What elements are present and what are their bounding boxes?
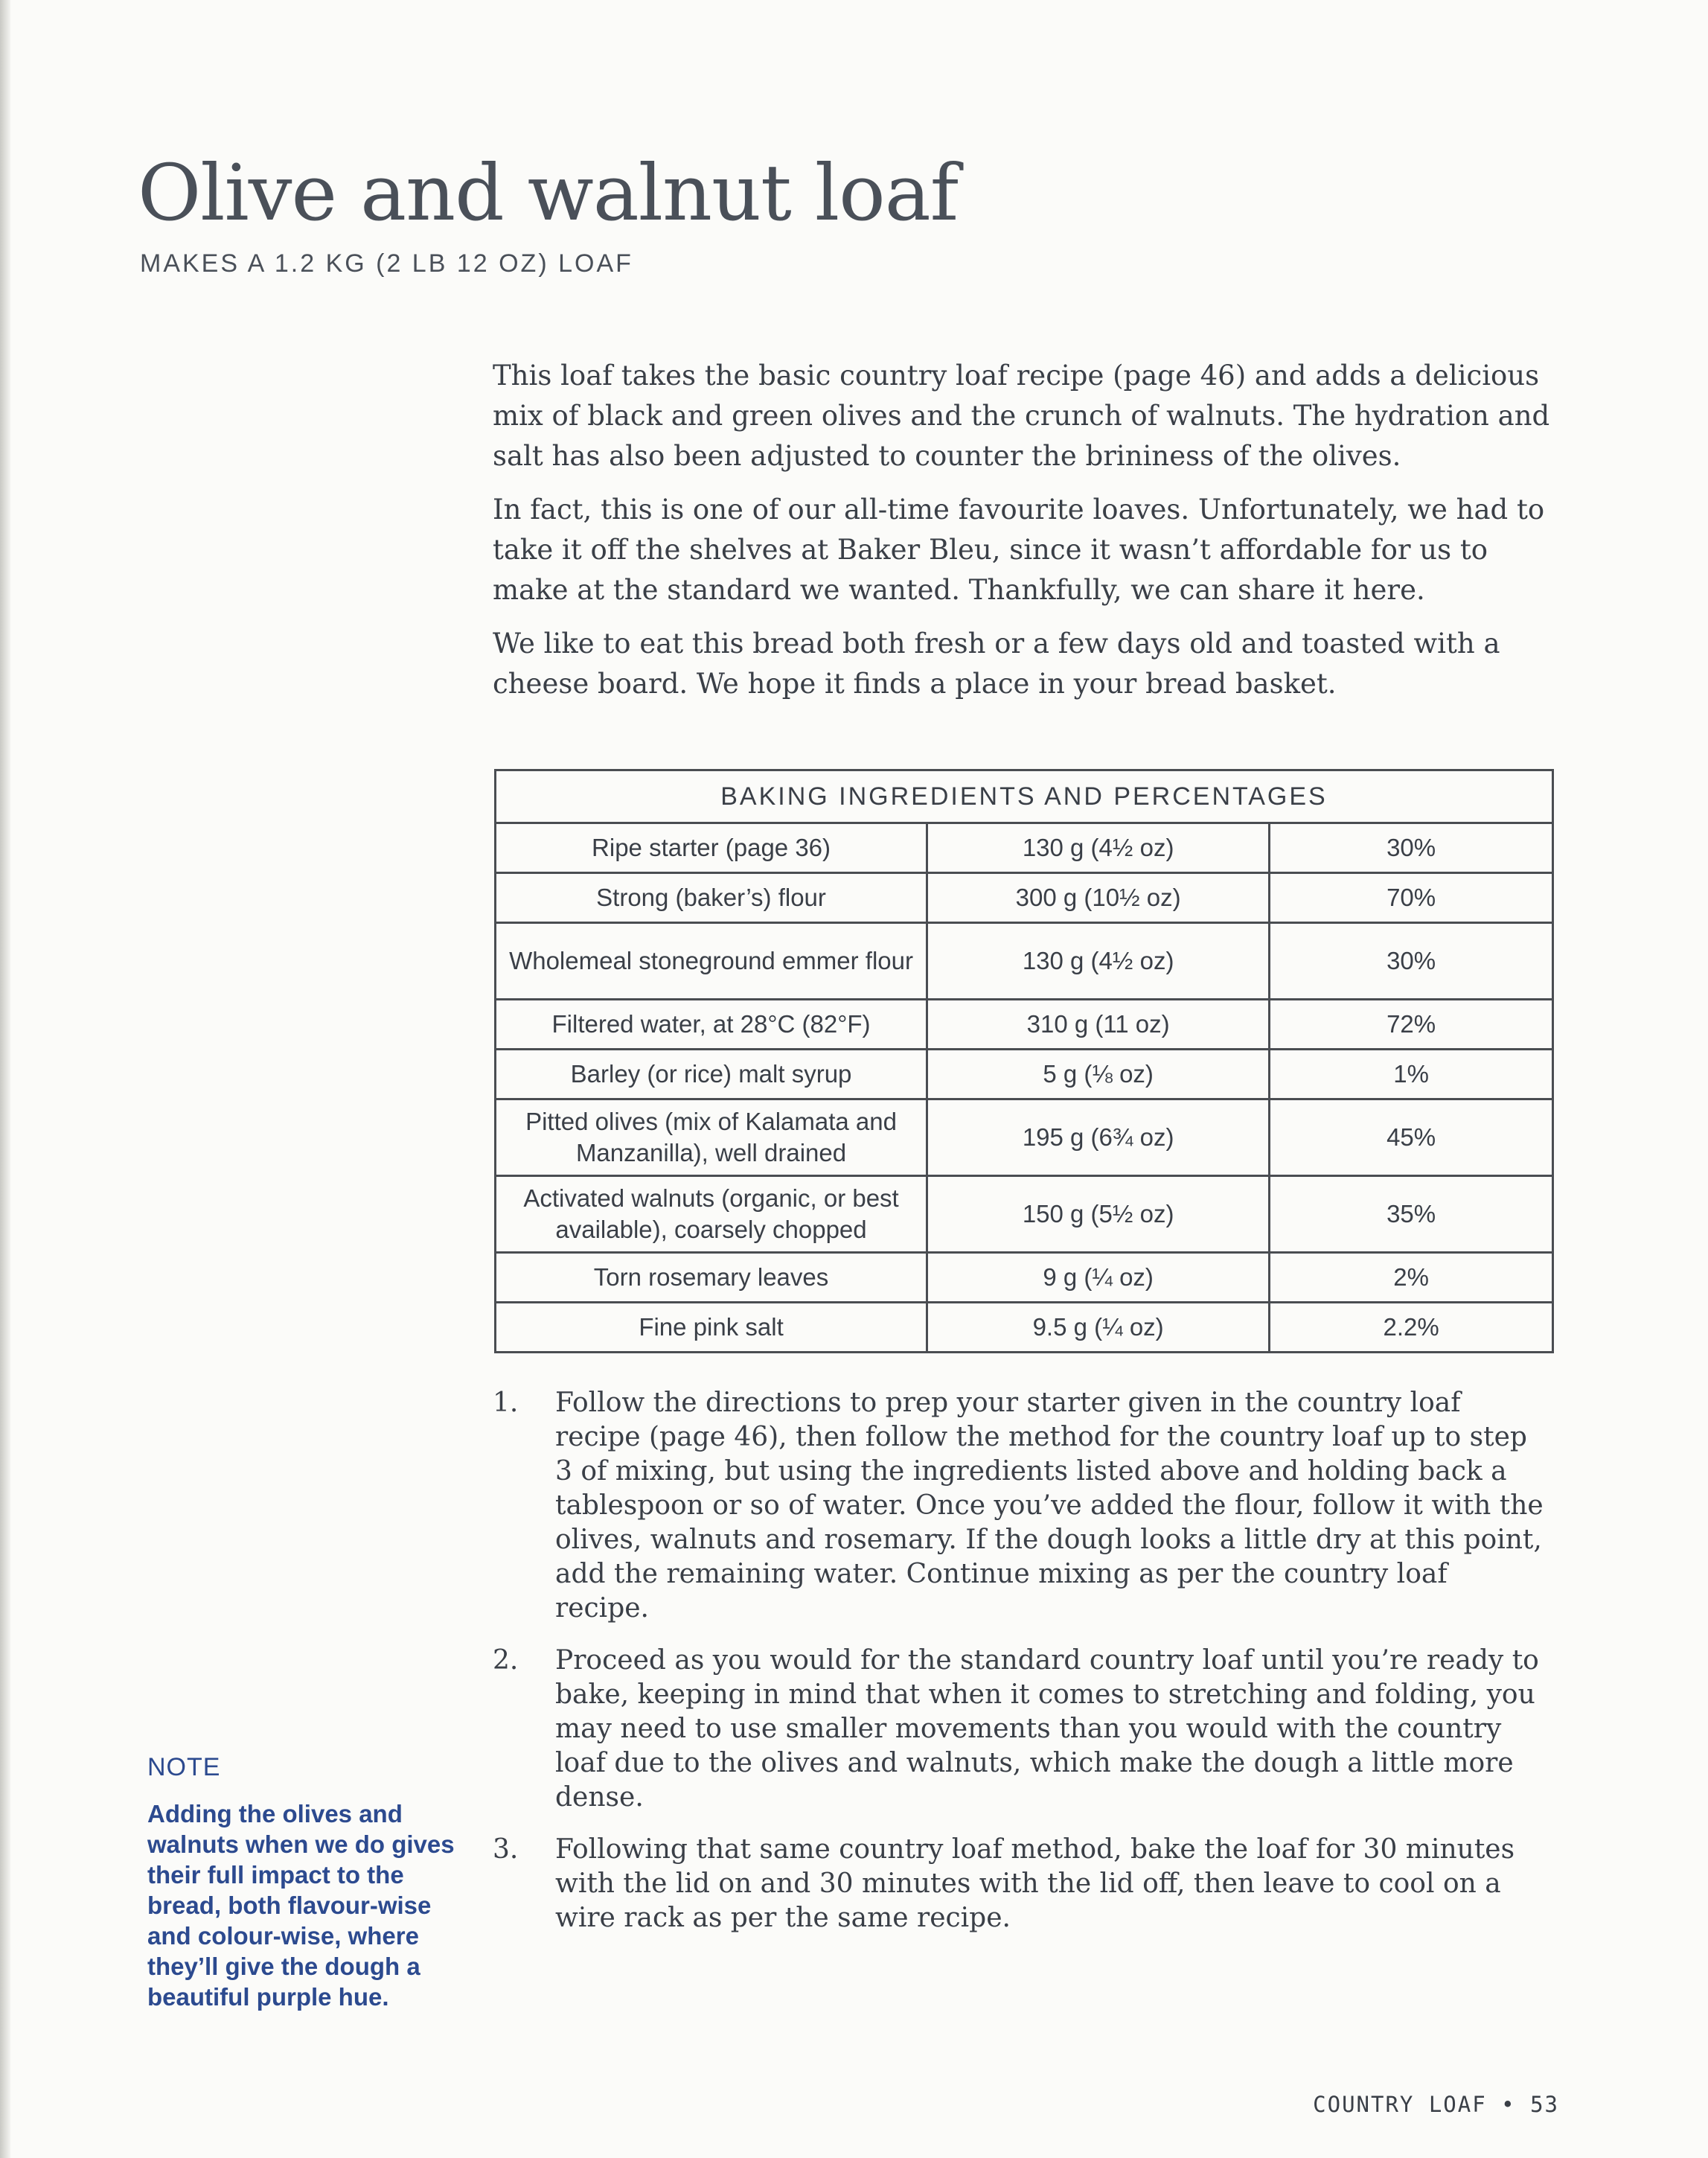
ingredient-percent: 70% [1270,873,1553,923]
ingredient-name: Wholemeal stoneground emmer flour [496,923,927,1000]
ingredient-weight: 300 g (10½ oz) [927,873,1270,923]
method-step [493,1833,1549,1935]
ingredient-weight: 9 g (¼ oz) [927,1253,1270,1303]
step-text: Proceed as you would for the standard country loaf until you’re ready to bake, keeping in mind that when it comes to stretching and folding, you may need to use smaller movements than you would with the country loaf due to the olives and walnuts, which make the dough a little more dense. [555,1645,1539,1813]
page-footer [1313,2092,1559,2117]
note-heading: NOTE [147,1753,221,1781]
table-row [496,1099,1553,1176]
ingredient-name: Strong (baker’s) flour [496,873,927,923]
intro-paragraph: This loaf takes the basic country loaf recipe (page 46) and adds a delicious mix of black and green olives and the crunch of walnuts. The hydration and salt has also been adjusted to counter the brininess of the olives. [493,360,1550,472]
ingredient-percent: 45% [1270,1099,1553,1176]
step-number: 1. [493,1388,519,1418]
ingredient-name: Activated walnuts (organic, or best available), coarsely chopped [496,1176,927,1253]
ingredient-name: Ripe starter (page 36) [496,823,927,873]
intro-text [493,356,1557,718]
ingredient-weight: 150 g (5½ oz) [927,1176,1270,1253]
step-text: Following that same country loaf method, bake the loaf for 30 minutes with the lid on and 30 minutes with the lid off, then leave to cool on a wire rack as per the same recipe. [555,1834,1515,1933]
ingredient-name: Torn rosemary leaves [496,1253,927,1303]
ingredient-percent: 2% [1270,1253,1553,1303]
ingredient-weight: 5 g (⅛ oz) [927,1050,1270,1099]
ingredient-name: Barley (or rice) malt syrup [496,1050,927,1099]
ingredient-percent: 2.2% [1270,1303,1553,1353]
ingredients-table-heading: BAKING INGREDIENTS AND PERCENTAGES [496,770,1553,823]
recipe-yield: MAKES A 1.2 KG (2 LB 12 OZ) LOAF [140,249,633,278]
ingredient-name: Fine pink salt [496,1303,927,1353]
ingredient-percent: 30% [1270,923,1553,1000]
intro-paragraph: In fact, this is one of our all-time favourite loaves. Unfortunately, we had to take it off the shelves at Baker Bleu, since it wasn’t affordable for us to make at the standard we wanted. Thankfully, we can share it here. [493,494,1545,606]
ingredient-name: Pitted olives (mix of Kalamata and Manzanilla), well drained [496,1099,927,1176]
ingredient-percent: 30% [1270,823,1553,873]
ingredient-weight: 130 g (4½ oz) [927,823,1270,873]
method-step [493,1644,1549,1815]
table-row [496,1303,1553,1353]
step-number: 3. [493,1834,519,1865]
page-edge-shadow [0,0,10,2158]
step-text: Follow the directions to prep your starter given in the country loaf recipe (page 46), then follow the method for the country loaf up to step 3 of mixing, but using the ingredients listed above and holding back a tablespoon or so of water. Once you’ve added the flour, follow it with the olives, walnuts and rosemary. If the dough looks a little dry at this point, add the remaining water. Continue mixing as per the country loaf recipe. [555,1388,1544,1624]
ingredients-table [494,769,1554,1353]
table-row [496,1050,1553,1099]
table-row [496,823,1553,873]
note-text: Adding the olives and walnuts when we do gives their full impact to the bread, both flavour-wise and colour-wise, where they’ll give the dough a beautiful purple hue. [147,1800,455,2011]
ingredient-name: Filtered water, at 28°C (82°F) [496,1000,927,1050]
table-row [496,1000,1553,1050]
ingredient-weight: 130 g (4½ oz) [927,923,1270,1000]
ingredient-percent: 35% [1270,1176,1553,1253]
recipe-title: Olive and walnut loaf [138,147,959,238]
footer-section: COUNTRY LOAF [1313,2092,1487,2117]
ingredient-weight: 310 g (11 oz) [927,1000,1270,1050]
ingredient-percent: 1% [1270,1050,1553,1099]
footer-separator: • [1501,2092,1516,2117]
method-steps [493,1386,1549,1953]
ingredient-percent: 72% [1270,1000,1553,1050]
table-row [496,873,1553,923]
table-row [496,923,1553,1000]
ingredient-weight: 195 g (6¾ oz) [927,1099,1270,1176]
step-number: 2. [493,1645,519,1676]
note-sidebar [147,1753,475,2012]
method-step [493,1386,1549,1626]
page-number: 53 [1530,2092,1559,2117]
table-row [496,1176,1553,1253]
intro-paragraph: We like to eat this bread both fresh or a few days old and toasted with a cheese board. We hope it finds a place in your bread basket. [493,628,1500,700]
table-row [496,1253,1553,1303]
ingredient-weight: 9.5 g (¼ oz) [927,1303,1270,1353]
